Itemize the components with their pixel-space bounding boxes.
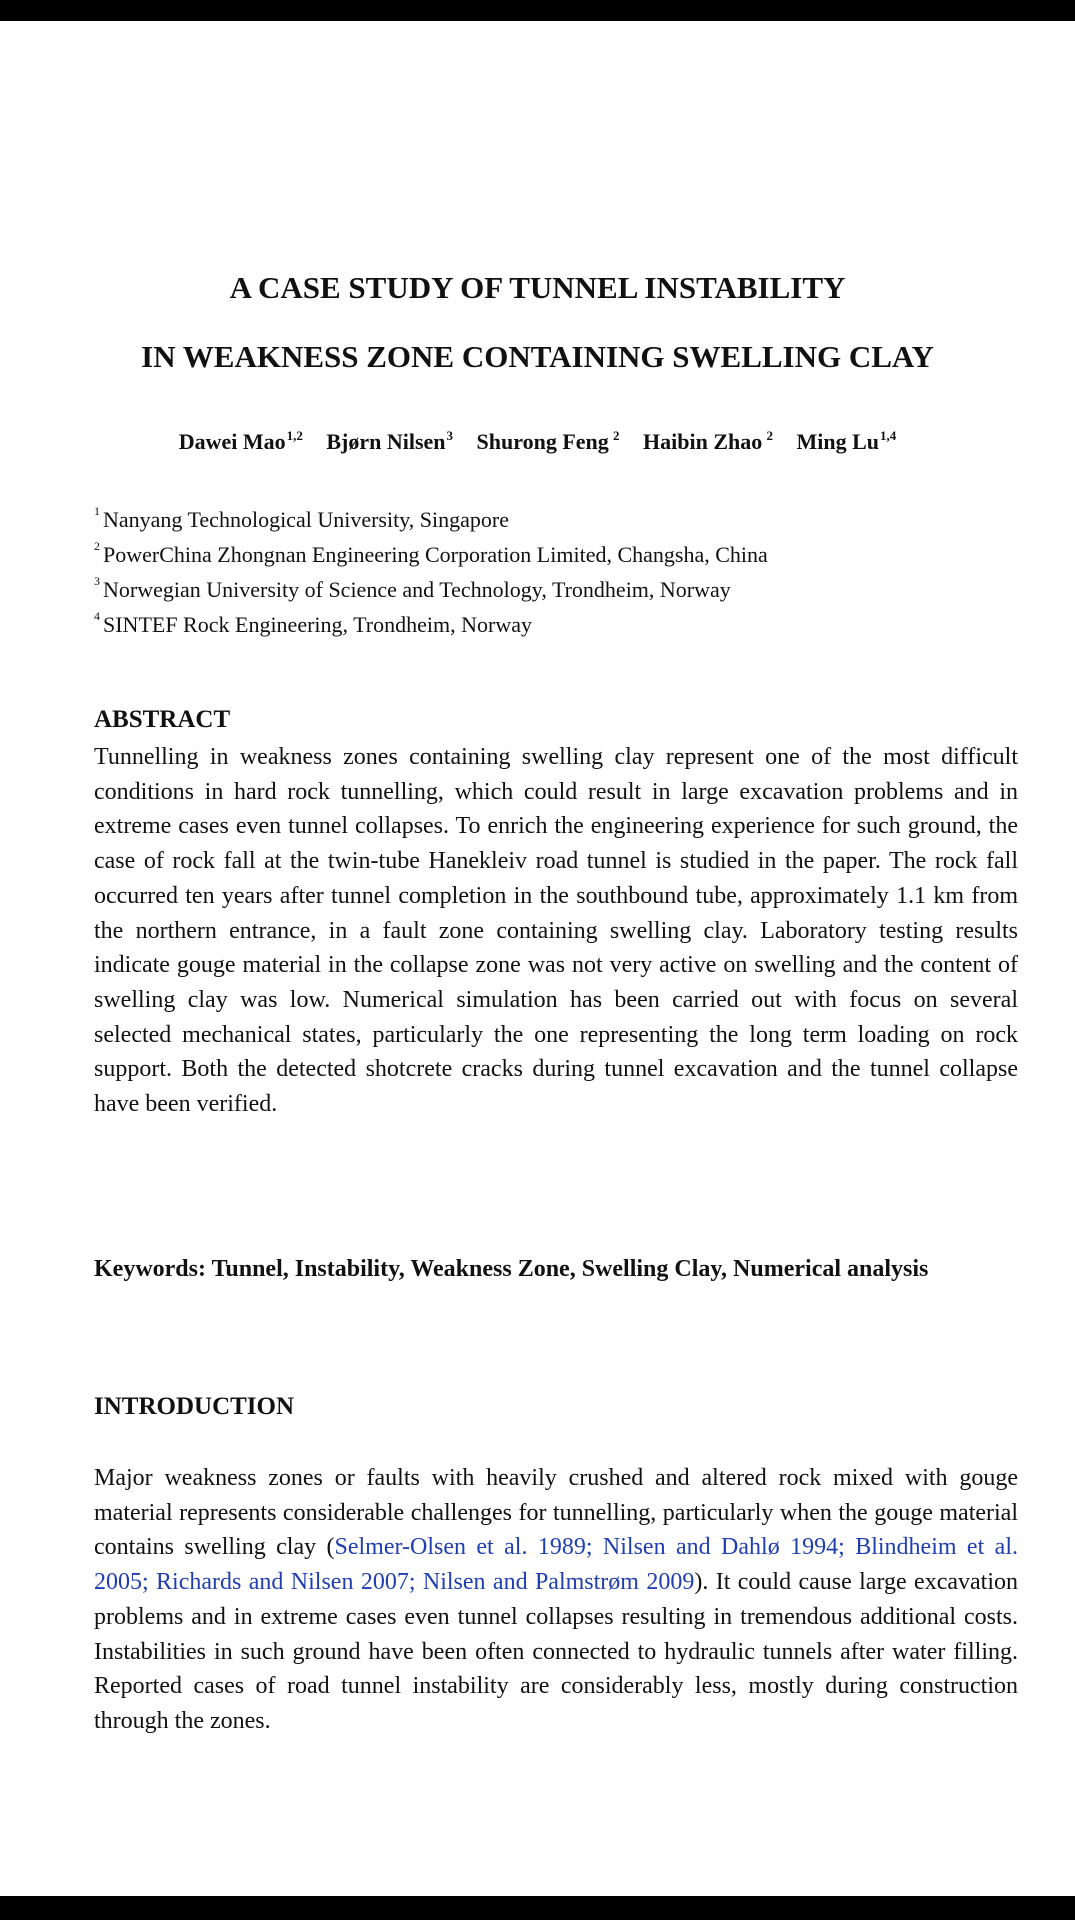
author-name: Shurong Feng — [476, 429, 609, 454]
keywords-label: Keywords: — [94, 1256, 206, 1282]
author-4 — [643, 428, 773, 455]
affiliation-number: 4 — [94, 609, 100, 623]
author-2 — [326, 428, 453, 455]
affiliation-text: Nanyang Technological University, Singapore — [103, 507, 509, 532]
affiliation-text: PowerChina Zhongnan Engineering Corporation Limited, Changsha, China — [103, 542, 768, 567]
keywords-text: Tunnel, Instability, Weakness Zone, Swelling Clay, Numerical analysis — [211, 1256, 929, 1282]
author-name: Dawei Mao — [178, 429, 286, 454]
introduction-body — [94, 1461, 1018, 1739]
author-name: Haibin Zhao — [643, 429, 763, 454]
paper-title-line-1: A CASE STUDY OF TUNNEL INSTABILITY — [229, 270, 846, 305]
affiliation-item — [94, 564, 768, 602]
citation-link[interactable]: Selmer-Olsen et al. 1989; Nilsen and Dahlø 1994; Blindheim et al. 2005; Richards and Nilsen 2007; Nilsen and Palmstrøm 2009 — [94, 1534, 1018, 1596]
affiliation-item — [94, 529, 768, 567]
author-5 — [797, 428, 897, 455]
author-affiliation-marker: 1,2 — [286, 428, 303, 443]
affiliation-text: Norwegian University of Science and Technology, Trondheim, Norway — [103, 577, 731, 602]
introduction-heading: INTRODUCTION — [94, 1393, 295, 1420]
author-affiliation-marker: 2 — [763, 428, 774, 443]
author-3 — [477, 428, 620, 455]
paper-title-line-2: IN WEAKNESS ZONE CONTAINING SWELLING CLAY — [141, 339, 934, 374]
abstract-heading: ABSTRACT — [94, 706, 231, 733]
affiliation-number: 1 — [94, 504, 100, 518]
author-list — [0, 428, 1075, 455]
affiliation-item — [94, 599, 768, 637]
affiliation-number: 3 — [94, 574, 100, 588]
author-name: Bjørn Nilsen — [326, 429, 446, 454]
author-1 — [179, 428, 303, 455]
intro-text-before: Major weakness zones or faults with heavily crushed and altered rock mixed with gouge material represents considerable challenges for tunnelling, particularly when the gouge material contains swelling clay ( — [94, 1465, 1018, 1561]
affiliation-list — [94, 494, 768, 637]
abstract-body: Tunnelling in weakness zones containing swelling clay represent one of the most difficult conditions in hard rock tunnelling, which could result in large excavation problems and in extreme cases even tunnel collapses. To enrich the engineering experience for such ground, the case of rock fall at the twin-tube Hanekleiv road tunnel is studied in the paper. The rock fall occurred ten years after tunnel completion in the southbound tube, approximately 1.1 km from the northern entrance, in a fault zone containing swelling clay. Laboratory testing results indicate gouge material in the collapse zone was not very active on swelling and the content of swelling clay was low. Numerical simulation has been carried out with focus on several selected mechanical states, particularly the one representing the long term loading on rock support. Both the detected shotcrete cracks during tunnel excavation and the tunnel collapse have been verified. — [94, 744, 1018, 1118]
keywords-line — [94, 1252, 1018, 1287]
intro-text-after: ). It could cause large excavation problems and in extreme cases even tunnel collapses resulting in tremendous additional costs. Instabilities in such ground have been often connected to hydraulic tunnels after water filling. Reported cases of road tunnel instability are considerably less, mostly during construction through the zones. — [94, 1569, 1019, 1734]
author-name: Ming Lu — [796, 429, 880, 454]
affiliation-item — [94, 494, 768, 532]
author-affiliation-marker: 2 — [609, 428, 620, 443]
bottom-navigation-bar — [0, 1896, 1075, 1920]
author-affiliation-marker: 1,4 — [880, 428, 897, 443]
affiliation-text: SINTEF Rock Engineering, Trondheim, Norway — [103, 612, 532, 637]
affiliation-number: 2 — [94, 539, 100, 553]
author-affiliation-marker: 3 — [446, 428, 454, 443]
top-status-bar — [0, 0, 1075, 21]
